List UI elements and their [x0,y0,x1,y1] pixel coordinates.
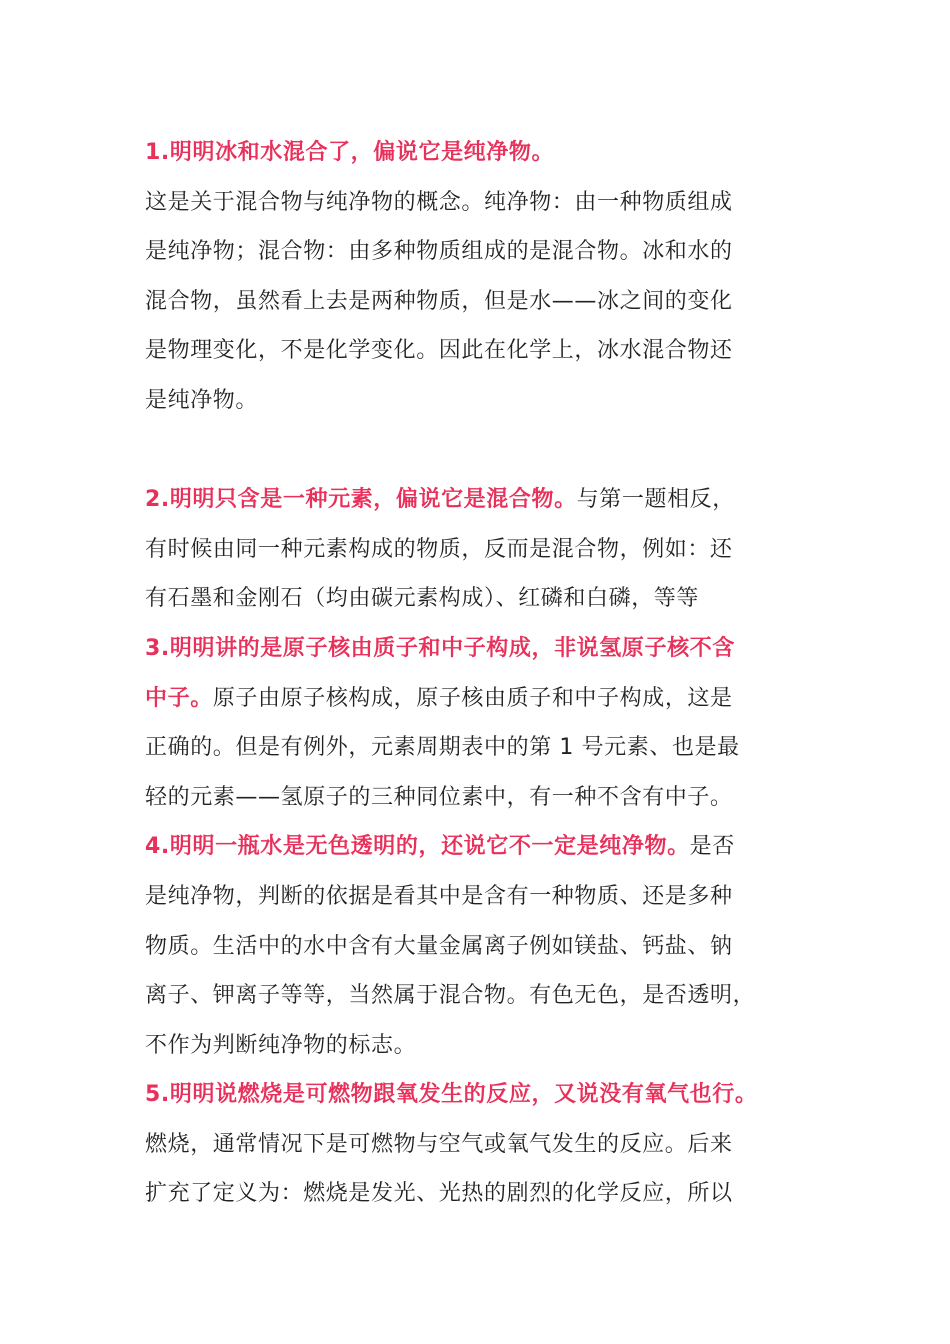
heading-text: 中子。 [145,685,213,711]
item-1 [145,128,825,426]
item-3-body [145,624,825,822]
body-line: 燃烧，通常情况下是可燃物与空气或氧气发生的反应。后来 [145,1131,733,1157]
body-line: 扩充了定义为：燃烧是发光、光热的剧烈的化学反应，所以 [145,1181,733,1207]
item-2 [145,475,825,624]
heading-text: 4.明明一瓶水是无色透明的，还说它不一定是纯净物。 [145,834,690,860]
body-line: 这是关于混合物与纯净物的概念。纯净物：由一种物质组成 [145,189,733,215]
body-line: 混合物，虽然看上去是两种物质，但是水——冰之间的变化 [145,288,733,314]
body-line: 是纯净物。 [145,387,259,413]
body-line: 有石墨和金刚石（均由碳元素构成）、红磷和白磷，等等 [145,586,700,612]
paragraph-gap [145,426,825,476]
heading-text: 3.明明讲的是原子核由质子和中子构成，非说氢原子核不含 [145,635,735,661]
body-line: 不作为判断纯净物的标志。 [145,1032,417,1058]
body-line: 轻的元素——氢原子的三种同位素中，有一种不含有中子。 [145,784,733,810]
body-line: 有时候由同一种元素构成的物质，反而是混合物，例如：还 [145,536,733,562]
heading-text: 1.明明冰和水混合了，偏说它是纯净物。 [145,140,555,165]
body-line: 正确的。但是有例外，元素周期表中的第 1 号元素、也是最 [145,735,740,761]
item-5 [145,1070,825,1219]
body-line: 离子、钾离子等等，当然属于混合物。有色无色，是否透明， [145,983,756,1009]
item-5-body [145,1070,825,1219]
item-3 [145,624,825,822]
body-line: 与第一题相反， [576,487,735,513]
item-4 [145,822,825,1070]
item-4-body [145,822,825,1070]
heading-text: 2.明明只含是一种元素，偏说它是混合物。 [145,487,577,513]
item-1-body [145,178,825,426]
document-body [145,128,825,1219]
body-line: 物质。生活中的水中含有大量金属离子例如镁盐、钙盐、钠 [145,933,733,959]
body-line: 是物理变化，不是化学变化。因此在化学上，冰水混合物还 [145,338,733,364]
item-1-heading [145,128,825,178]
body-line: 原子由原子核构成，原子核由质子和中子构成，这是 [212,685,733,711]
heading-text: 5.明明说燃烧是可燃物跟氧发生的反应，又说没有氧气也行。 [145,1082,758,1108]
body-line: 是纯净物，判断的依据是看其中是含有一种物质、还是多种 [145,883,733,909]
body-line: 是纯净物；混合物：由多种物质组成的是混合物。冰和水的 [145,239,733,265]
body-line: 是否 [689,834,735,860]
item-2-body [145,475,825,624]
